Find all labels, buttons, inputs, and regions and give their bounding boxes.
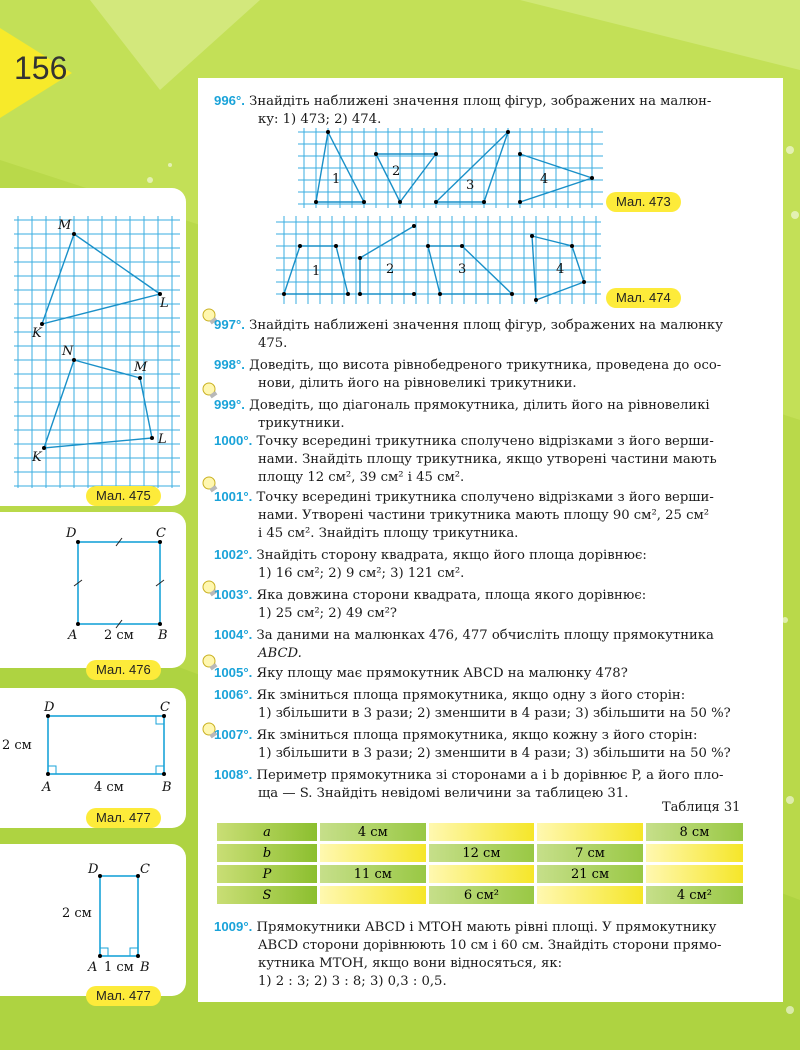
- figure-card-477a: [0, 688, 186, 828]
- problem-text-line: 1) збільшити в 3 рази; 2) зменшити в 4 рази; 3) збільшити на 50 %?: [258, 706, 731, 721]
- table-cell: 6 см²: [429, 886, 535, 904]
- label-477b-A: A: [88, 960, 98, 975]
- label-473-4: 4: [540, 172, 549, 187]
- table-cell: [320, 886, 426, 904]
- label-475-N: N: [62, 344, 74, 359]
- problem-text-line: ща — S. Знайдіть невідомі величини за таблицею 31.: [258, 786, 629, 801]
- problem-number: 998°.: [214, 357, 245, 372]
- problem-998: [214, 356, 774, 393]
- label-477a-bottom: 4 см: [94, 780, 124, 795]
- problem-number: 996°.: [214, 93, 245, 108]
- table-cell: 8 см: [646, 823, 743, 841]
- problem-text-line: нами. Знайдіть площу трикутника, якщо утворені частини мають: [258, 452, 717, 467]
- problem-number: 1001°.: [214, 489, 253, 504]
- page-number: 156: [14, 50, 68, 86]
- label-477a-A: A: [42, 780, 52, 795]
- label-475-K2: K: [32, 450, 42, 465]
- label-477a-C: C: [160, 700, 170, 715]
- problem-text-line: Знайдіть наближені значення площ фігур, зображених на малюнку: [249, 318, 723, 333]
- label-475-L1: L: [160, 296, 169, 311]
- problem-number: 1002°.: [214, 547, 253, 562]
- problem-number: 997°.: [214, 317, 245, 332]
- page-number-tab: [0, 28, 80, 118]
- problem-number: 1009°.: [214, 919, 253, 934]
- table-cell: [537, 886, 643, 904]
- problem-999: [214, 396, 774, 433]
- problem-number: 1004°.: [214, 627, 253, 642]
- label-476-C: C: [156, 526, 166, 541]
- caption-475: Мал. 475: [86, 486, 161, 506]
- problem-text-line: Точку всередині трикутника сполучено відрізками з його верши-: [256, 490, 714, 505]
- table-title: Таблиця 31: [662, 800, 741, 815]
- problem-text-line: Знайдіть сторону квадрата, якщо його площа дорівнює:: [256, 548, 647, 563]
- table-row: [217, 865, 743, 883]
- problem-text-line: Яка довжина сторони квадрата, площа якого дорівнює:: [256, 588, 647, 603]
- problem-number: 1005°.: [214, 665, 253, 680]
- problem-1008: [214, 766, 774, 803]
- problem-text-line: нами. Утворені частини трикутника мають площу 90 см², 25 см²: [258, 508, 710, 523]
- problem-text-line: 1) 25 см²; 2) 49 см²?: [258, 606, 397, 621]
- figure-475: [0, 188, 186, 506]
- figure-card-476: [0, 512, 186, 677]
- label-473-3: 3: [466, 178, 475, 193]
- table-cell: [320, 844, 426, 862]
- problem-text-line: 1) збільшити в 3 рази; 2) зменшити в 4 рази; 3) збільшити на 50 %?: [258, 746, 731, 761]
- problem-text-line: Як зміниться площа прямокутника, якщо кожну з його сторін:: [256, 728, 698, 743]
- problem-1006: [214, 686, 774, 723]
- problem-text-line: Яку площу має прямокутник ABCD на малюнку 478?: [256, 666, 628, 681]
- grid-475: [14, 216, 180, 488]
- table-row: [217, 823, 743, 841]
- label-476-B: B: [158, 628, 168, 643]
- problem-text-line: площу 12 см², 39 см² і 45 см².: [258, 470, 465, 485]
- problem-text-line: ку: 1) 473; 2) 474.: [258, 112, 382, 127]
- caption-476: Мал. 476: [86, 660, 161, 680]
- problem-number: 999°.: [214, 397, 245, 412]
- figure-card-475: [0, 188, 186, 506]
- table-cell: P: [217, 865, 317, 883]
- problem-text-line: і 45 см². Знайдіть площу трикутника.: [258, 526, 519, 541]
- problem-text-line: Знайдіть наближені значення площ фігур, зображених на малюн-: [249, 94, 712, 109]
- problem-text-line: 1) 16 см²; 2) 9 см²; 3) 121 см².: [258, 566, 465, 581]
- label-477b-C: C: [140, 862, 150, 877]
- table-row: [217, 886, 743, 904]
- label-477b-left: 2 см: [62, 906, 92, 921]
- problem-number: 1006°.: [214, 687, 253, 702]
- problem-text-line: ABCD сторони дорівнюють 10 см і 60 см. Знайдіть сторони прямо-: [258, 938, 722, 953]
- label-476-D: D: [66, 526, 77, 541]
- label-477a-left: 2 см: [2, 738, 32, 753]
- label-474-2: 2: [386, 262, 395, 277]
- problem-1003: [214, 586, 774, 623]
- table-cell: 7 см: [537, 844, 643, 862]
- caption-477b: Мал. 477: [86, 986, 161, 1006]
- table-cell: [646, 865, 743, 883]
- problem-text-line: ABCD.: [258, 646, 302, 661]
- problem-text-line: Точку всередині трикутника сполучено відрізками з його верши-: [256, 434, 714, 449]
- table-cell: [646, 844, 743, 862]
- problem-text-line: За даними на малюнках 476, 477 обчисліть площу прямокутника: [256, 628, 714, 643]
- table-cell: [429, 865, 535, 883]
- table-cell: 4 см²: [646, 886, 743, 904]
- label-477b-bottom: 1 см: [104, 960, 134, 975]
- table-cell: 4 см: [320, 823, 426, 841]
- label-474-3: 3: [458, 262, 467, 277]
- label-477a-D: D: [44, 700, 55, 715]
- table-cell: 12 см: [429, 844, 535, 862]
- table-cell: S: [217, 886, 317, 904]
- problem-1007: [214, 726, 774, 763]
- label-475-M1: M: [58, 218, 72, 233]
- problem-text-line: кутника MTOH, якщо вони відносяться, як:: [258, 956, 563, 971]
- label-477b-D: D: [88, 862, 99, 877]
- label-474-4: 4: [556, 262, 565, 277]
- table-row: [217, 844, 743, 862]
- table-cell: [429, 823, 535, 841]
- problem-text-line: Доведіть, що діагональ прямокутника, ділить його на рівновеликі: [249, 398, 710, 413]
- table-cell: b: [217, 844, 317, 862]
- table-cell: 11 см: [320, 865, 426, 883]
- label-476-A: A: [68, 628, 78, 643]
- problem-1005: [214, 664, 774, 683]
- problem-number: 1008°.: [214, 767, 253, 782]
- problem-text-line: 1) 2 : 3; 2) 3 : 8; 3) 0,3 : 0,5.: [258, 974, 447, 989]
- table-cell: 21 см: [537, 865, 643, 883]
- label-475-L2: L: [158, 432, 167, 447]
- problem-text-line: Як зміниться площа прямокутника, якщо одну з його сторін:: [256, 688, 686, 703]
- problem-text-line: Периметр прямокутника зі сторонами a і b дорівнює P, а його пло-: [256, 768, 724, 783]
- problem-text-line: 475.: [258, 336, 288, 351]
- problem-1002: [214, 546, 774, 583]
- label-475-M2: M: [134, 360, 148, 375]
- label-475-K1: K: [32, 326, 42, 341]
- label-474-1: 1: [312, 264, 321, 279]
- label-476-side: 2 см: [104, 628, 134, 643]
- table-31: [214, 820, 746, 907]
- problem-1000: [214, 432, 774, 487]
- grid-473: [298, 128, 603, 208]
- problem-text-line: Прямокутники ABCD і MTOH мають рівні площі. У прямокутнику: [256, 920, 717, 935]
- caption-477a: Мал. 477: [86, 808, 161, 828]
- label-477b-B: B: [140, 960, 150, 975]
- problem-text-line: трикутники.: [258, 416, 345, 431]
- problem-997: [214, 316, 774, 353]
- caption-474: Мал. 474: [606, 288, 681, 308]
- label-473-1: 1: [332, 172, 341, 187]
- label-473-2: 2: [392, 164, 401, 179]
- problem-number: 1003°.: [214, 587, 253, 602]
- problem-text-line: нови, ділить його на рівновеликі трикутники.: [258, 376, 577, 391]
- problem-1001: [214, 488, 774, 543]
- problem-1004: [214, 626, 774, 663]
- table-cell: a: [217, 823, 317, 841]
- label-477a-B: B: [162, 780, 172, 795]
- problem-number: 1007°.: [214, 727, 253, 742]
- problem-996: [214, 92, 774, 129]
- problem-number: 1000°.: [214, 433, 253, 448]
- figure-card-477b: [0, 844, 186, 1003]
- table-cell: [537, 823, 643, 841]
- figure-477a: [0, 688, 186, 828]
- caption-473: Мал. 473: [606, 192, 681, 212]
- problem-text-line: Доведіть, що висота рівнобедреного трикутника, проведена до осо-: [249, 358, 722, 373]
- problem-1009: [214, 918, 774, 991]
- figure-473: [298, 128, 608, 210]
